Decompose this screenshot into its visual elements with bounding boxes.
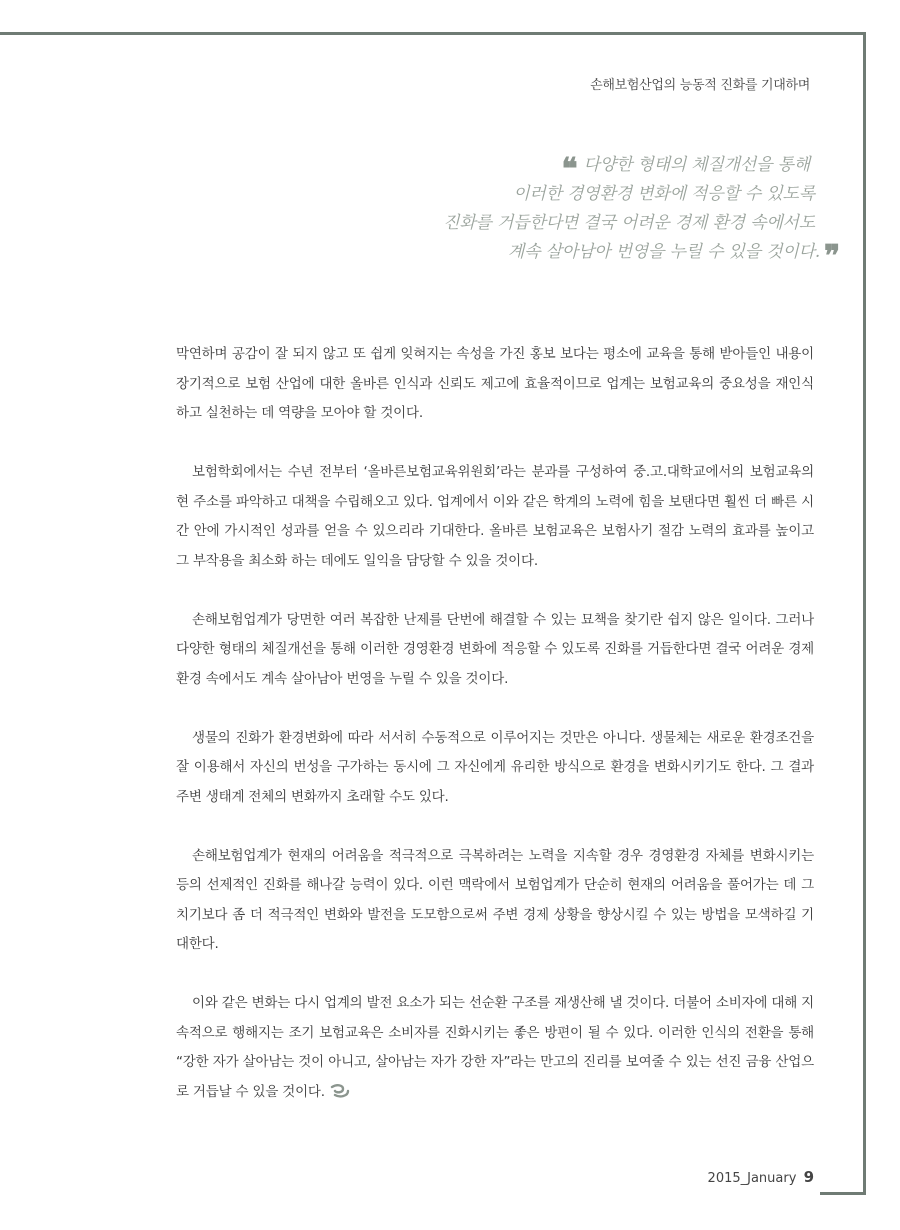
page-frame-top-rule — [0, 32, 866, 35]
page-frame-bottom-rule — [820, 1192, 866, 1195]
page-number: 9 — [803, 1168, 814, 1186]
running-header: 손해보험산업의 능동적 진화를 기대하며 — [590, 78, 810, 93]
pull-quote-line: 이러한 경영환경 변화에 적응할 수 있도록 — [513, 184, 815, 204]
page-footer — [708, 1168, 814, 1186]
pull-quote-line: 진화를 거듭한다면 결국 어려운 경제 환경 속에서도 — [443, 213, 815, 233]
curl-end-mark-icon — [329, 1084, 351, 1098]
page-frame-right-rule — [863, 32, 866, 1195]
pull-quote-line: ❝ 다양한 형태의 체질개선을 통해 — [561, 152, 810, 187]
pull-quote-line: 계속 살아남아 번영을 누릴 수 있을 것이다. ❞ — [507, 239, 840, 274]
close-quote-icon: ❞ — [824, 239, 840, 274]
body-paragraph: 손해보험업계가 현재의 어려움을 적극적으로 극복하려는 노력을 지속할 경우 경영환경 자체를 변화시키는 등의 선제적인 진화를 해나갈 능력이 있다. 이런 맥락에서 보험업계가 단순히 현재의 어려움을 풀어가는 데 그치기보다 좀 더 적극적인 변화와 발전을 도모함으로써 주변 경제 상황을 향상시킬 수 있는 방법을 모색하길 기대한다. — [176, 847, 814, 952]
body-paragraph: 보험학회에서는 수년 전부터 ‘올바른보험교육위원회’라는 분과를 구성하여 중.고.대학교에서의 보험교육의 현 주소를 파악하고 대책을 수립해오고 있다. 업계에서 이와 같은 학계의 노력에 힘을 보탠다면 훨씬 더 빠른 시간 안에 가시적인 성과를 얻을 수 있으리라 기대한다. 올바른 보험교육은 보험사기 절감 노력의 효과를 높이고 그 부작용을 최소화 하는 데에도 일익을 담당할 수 있을 것이다. — [176, 464, 814, 569]
body-paragraph: 막연하며 공감이 잘 되지 않고 또 쉽게 잊혀지는 속성을 가진 홍보 보다는 평소에 교육을 통해 받아들인 내용이 장기적으로 보험 산업에 대한 올바른 인식과 신뢰도 제고에 효율적이므로 업계는 보험교육의 중요성을 재인식하고 실천하는 데 역량을 모아야 할 것이다. — [176, 346, 814, 421]
article-body — [176, 340, 814, 1137]
body-paragraph: 생물의 진화가 환경변화에 따라 서서히 수동적으로 이루어지는 것만은 아니다. 생물체는 새로운 환경조건을 잘 이용해서 자신의 번성을 구가하는 동시에 그 자신에게 유리한 방식으로 환경을 변화시키기도 한다. 그 결과 주변 생태계 전체의 변화까지 초래할 수도 있다. — [176, 729, 814, 805]
body-paragraph: 이와 같은 변화는 다시 업계의 발전 요소가 되는 선순환 구조를 재생산해 낼 것이다. 더불어 소비자에 대해 지속적으로 행해지는 조기 보험교육은 소비자를 진화시키는 좋은 방편이 될 수 있다. 이러한 인식의 전환을 통해 “강한 자가 살아남는 것이 아니고, 살아남는 자가 강한 자”라는 만고의 진리를 보여줄 수 있는 선진 금융 산업으로 거듭날 수 있을 것이다. — [176, 995, 814, 1100]
body-paragraph: 손해보험업계가 당면한 여러 복잡한 난제를 단번에 해결할 수 있는 묘책을 찾기란 쉽지 않은 일이다. 그러나 다양한 형태의 체질개선을 통해 이러한 경영환경 변화에 적응할 수 있도록 진화를 거듭한다면 결국 어려운 경제 환경 속에서도 계속 살아남아 번영을 누릴 수 있을 것이다. — [176, 611, 814, 687]
open-quote-icon: ❝ — [561, 152, 578, 187]
issue-label: 2015_January — [707, 1171, 797, 1186]
pull-quote — [280, 151, 840, 274]
